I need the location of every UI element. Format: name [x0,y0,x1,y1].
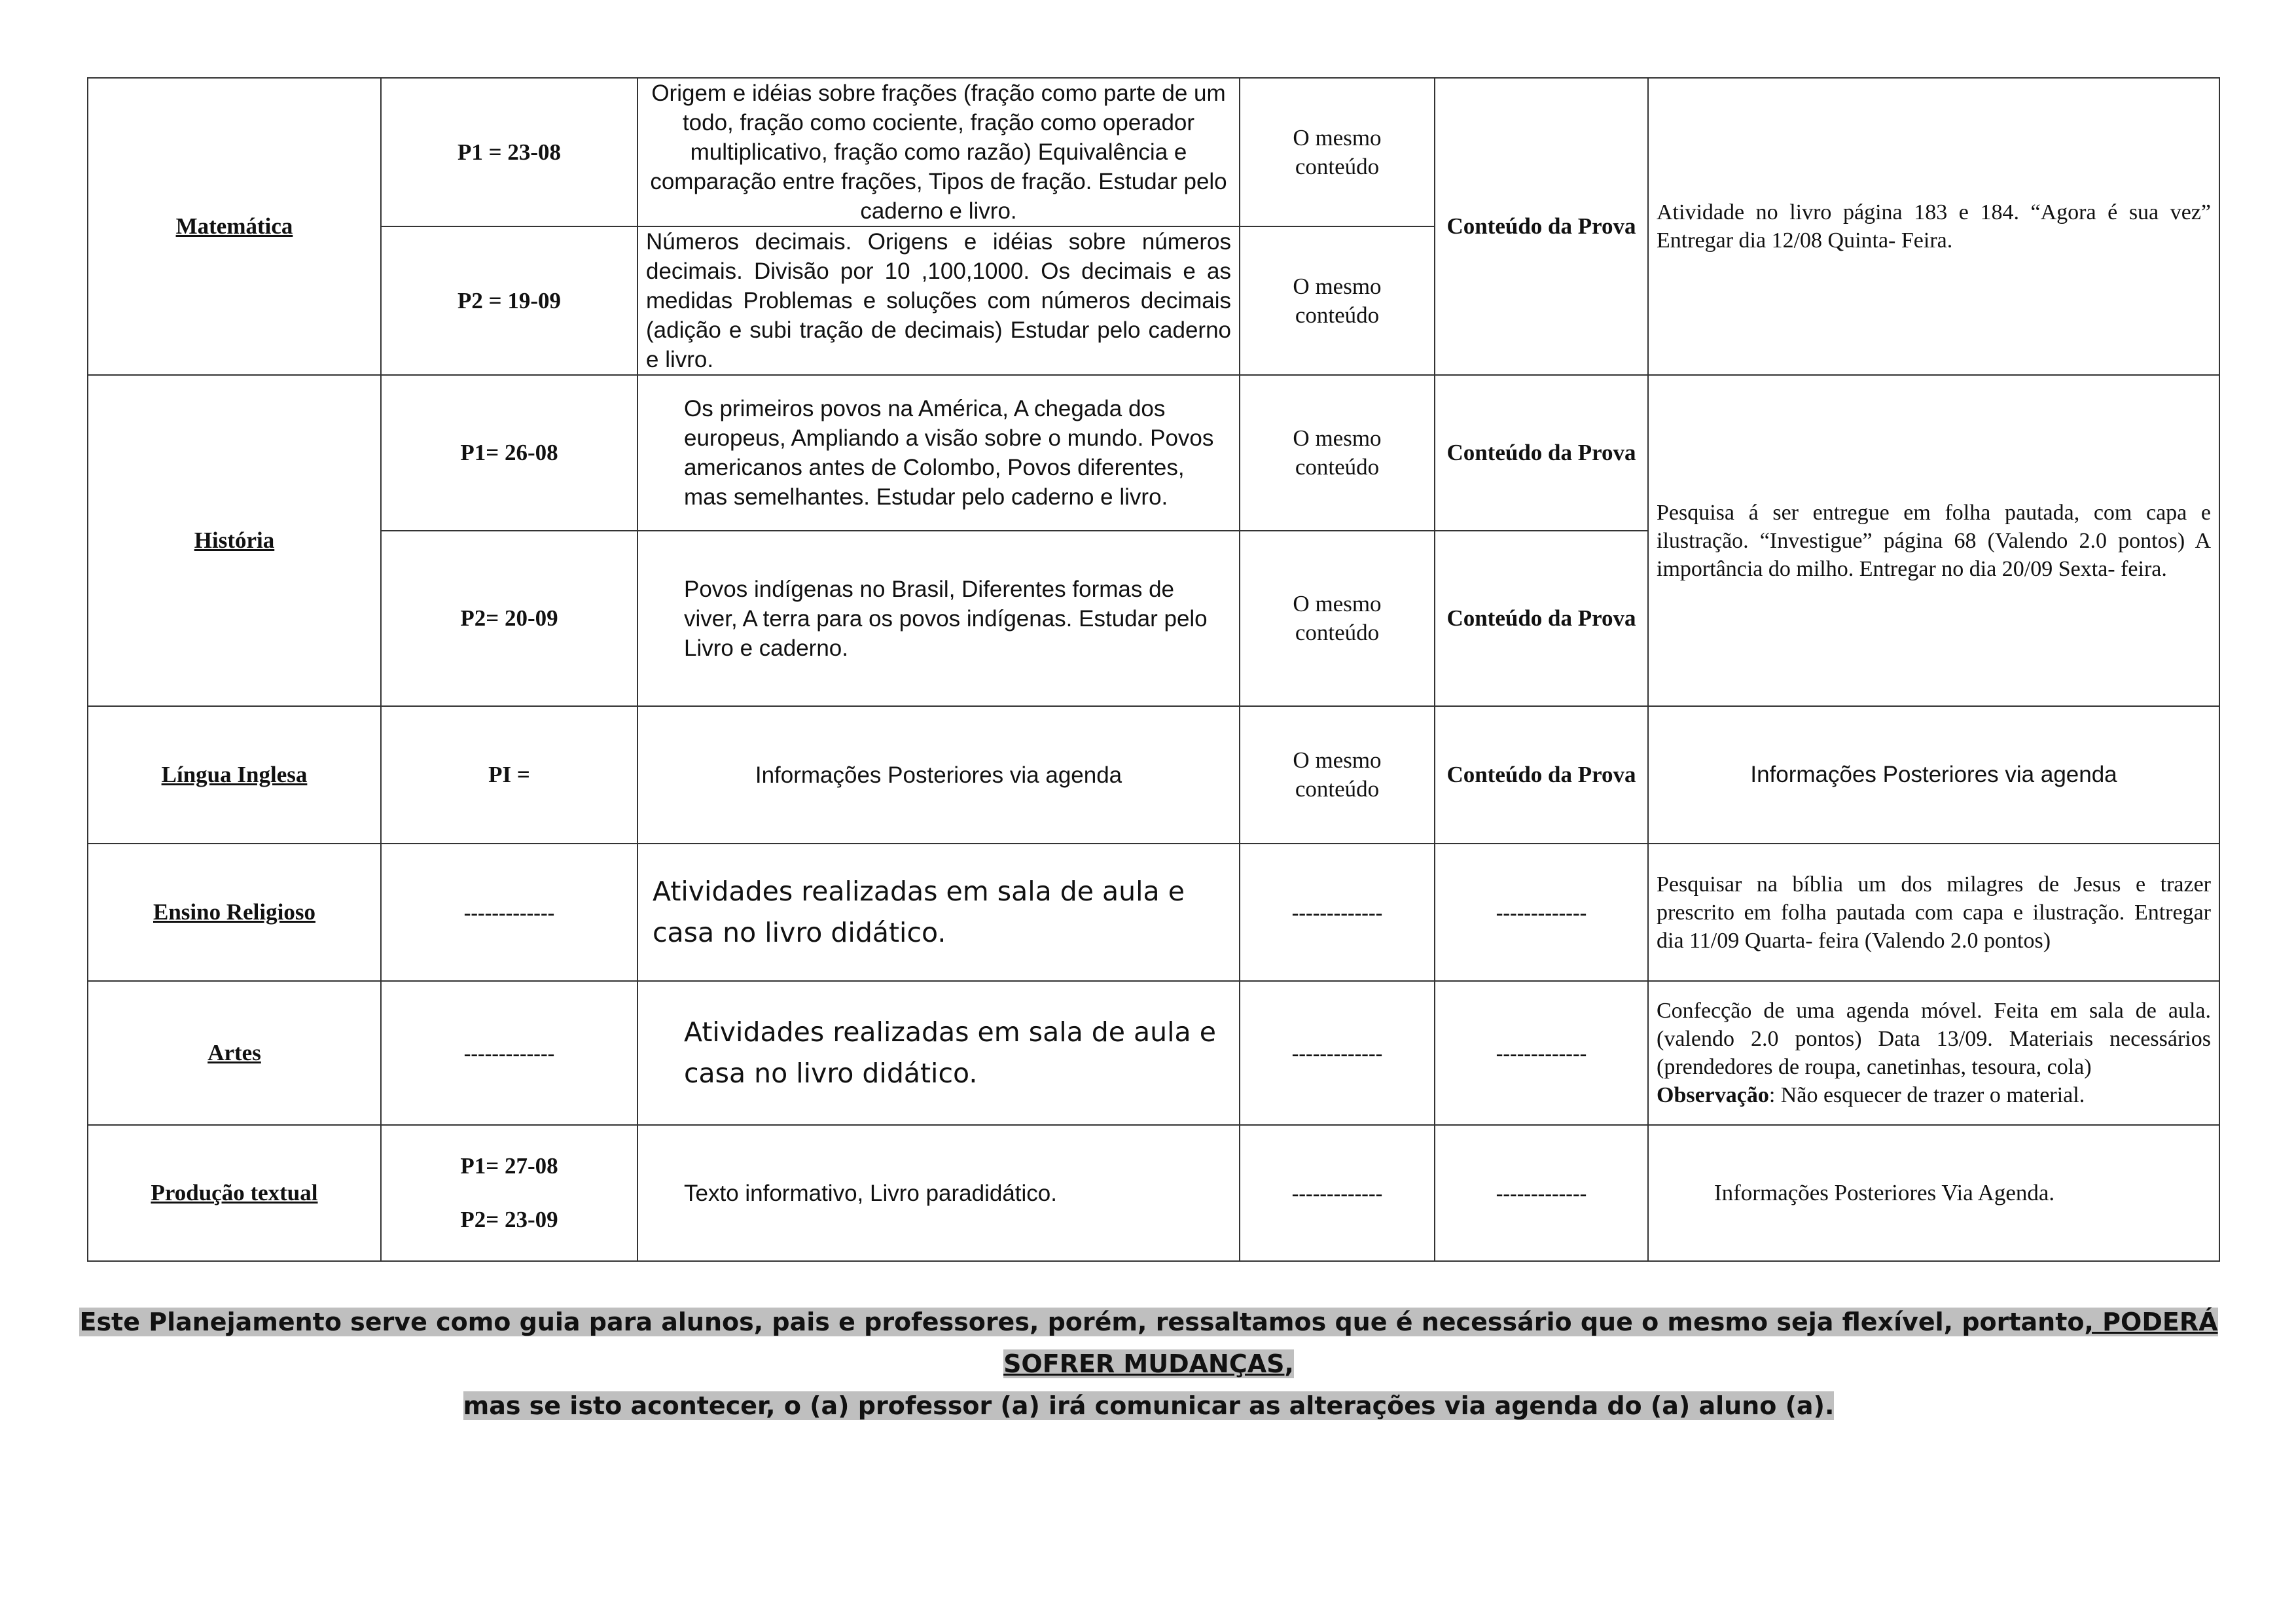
evaluation-text: ------------- [1496,1181,1587,1205]
recovery-text: ------------- [1291,1041,1383,1065]
activity-cell [1648,375,2219,706]
exam-date: P2= 23-09 [460,1207,558,1232]
note-text: : Não esquecer de trazer o material. [1768,1083,2085,1107]
table-row [88,1125,2219,1261]
activity-text: Atividade no livro página 183 e 184. “Agora é sua vez” Entregar dia 12/08 Quinta- Feira. [1657,200,2211,253]
content-text: Povos indígenas no Brasil, Diferentes formas de viver, A terra para os povos indígenas. Estudar pelo Livro e caderno. [684,576,1208,661]
content-text: Números decimais. Origens e idéias sobre números decimais. Divisão por 10 ,100,1000. Os decimais e as medidas Problemas e soluções com números decimais (adição e subi tração de decimais) Estudar pelo caderno e livro. [646,229,1231,372]
table-row [88,78,2219,226]
activity-cell [1648,1125,2219,1261]
activity-cell [1648,78,2219,375]
date-cell [381,1125,637,1261]
content-cell [637,531,1240,706]
activity-cell [1648,844,2219,981]
recovery-text: O mesmo conteúdo [1293,273,1382,328]
content-cell [637,844,1240,981]
content-text: Os primeiros povos na América, A chegada dos europeus, Ampliando a visão sobre o mundo. Povos americanos antes de Colombo, Povos diferentes, mas semelhantes. Estudar pelo caderno e livro. [684,396,1214,510]
activity-text: Pesquisa á ser entregue em folha pautada, com capa e ilustração. “Investigue” página 68 (Valendo 2.0 pontos) A importância do milho. Entregar no dia 20/09 Sexta- feira. [1657,500,2211,581]
evaluation-cell [1435,981,1648,1125]
recovery-cell [1240,375,1435,531]
content-cell [637,78,1240,226]
content-cell [637,1125,1240,1261]
content-text: Atividades realizadas em sala de aula e casa no livro didático. [684,1016,1216,1089]
recovery-cell [1240,981,1435,1125]
exam-date: P1 = 23-08 [457,139,561,165]
activity-body: Confecção de uma agenda móvel. Feita em sala de aula. (valendo 2.0 pontos) Data 13/09. Materiais necessários (prendedores de roupa, canetinhas, tesoura, cola) [1657,999,2211,1079]
recovery-cell [1240,1125,1435,1261]
exam-date: P2 = 19-09 [457,287,561,313]
footer-line-1 [59,1301,2238,1385]
recovery-cell [1240,531,1435,706]
table-row [88,844,2219,981]
date-cell [381,981,637,1125]
exam-date: P1= 26-08 [460,440,558,465]
date-cell [381,844,637,981]
subject-matematica: Matemática [175,213,293,239]
evaluation-cell [1435,375,1648,531]
recovery-text: O mesmo conteúdo [1293,747,1382,802]
content-text: Origem e idéias sobre frações (fração como parte de um todo, fração como cociente, fração como operador multiplicativo, fração como razão) Equivalência e comparação entre frações, Tipos de fração. Estudar pelo caderno e livro. [650,80,1227,224]
activity-text: Informações Posteriores Via Agenda. [1714,1180,2055,1205]
exam-date: PI = [488,762,530,787]
evaluation-text: Conteúdo da Prova [1446,213,1636,239]
exam-date: ------------- [463,1041,555,1065]
subject-religioso: Ensino Religioso [153,899,315,925]
activity-cell [1648,706,2219,844]
footer-text-2: mas se isto acontecer, o (a) professor (a) irá comunicar as alterações via agenda do (a) aluno (a). [463,1391,1835,1420]
activity-cell [1648,981,2219,1125]
evaluation-cell [1435,844,1648,981]
content-cell [637,375,1240,531]
table-row [88,375,2219,531]
exam-date: P2= 20-09 [460,605,558,631]
evaluation-text: Conteúdo da Prova [1446,762,1636,787]
footer-note [59,1301,2238,1427]
recovery-text: ------------- [1291,900,1383,924]
subject-cell [88,375,381,706]
evaluation-text: Conteúdo da Prova [1446,605,1636,631]
date-cell [381,78,637,226]
content-cell [637,226,1240,375]
recovery-text: O mesmo conteúdo [1293,124,1382,179]
evaluation-text: ------------- [1496,900,1587,924]
content-text: Texto informativo, Livro paradidático. [684,1180,1057,1206]
table-row [88,981,2219,1125]
evaluation-cell [1435,1125,1648,1261]
subject-ingles: Língua Inglesa [161,762,308,787]
footer-text-a: Este Planejamento serve como guia para alunos, pais e professores, porém, ressaltamos que é necessário que o mesmo seja flexível, portanto [79,1308,2085,1336]
date-cell [381,375,637,531]
evaluation-cell [1435,78,1648,375]
subject-producao: Produção textual [151,1180,318,1205]
subject-artes: Artes [207,1040,261,1065]
recovery-text: O mesmo conteúdo [1293,591,1382,645]
subject-cell [88,844,381,981]
footer-line-2 [59,1385,2238,1427]
subject-cell [88,706,381,844]
note-label: Observação [1657,1083,1769,1107]
recovery-text: O mesmo conteúdo [1293,425,1382,480]
recovery-cell [1240,844,1435,981]
recovery-cell [1240,706,1435,844]
evaluation-cell [1435,706,1648,844]
content-cell [637,706,1240,844]
exam-dates [389,1153,629,1233]
footer-text-c: , [1284,1349,1294,1378]
content-text: Informações Posteriores via agenda [755,762,1122,788]
evaluation-cell [1435,531,1648,706]
planning-table [87,77,2220,1262]
recovery-cell [1240,226,1435,375]
recovery-text: ------------- [1291,1181,1383,1205]
content-cell [637,981,1240,1125]
table-row [88,706,2219,844]
subject-historia: História [194,527,275,553]
content-text: Atividades realizadas em sala de aula e casa no livro didático. [653,876,1185,948]
activity-text: Informações Posteriores via agenda [1750,762,2117,787]
evaluation-text: Conteúdo da Prova [1446,440,1636,465]
date-cell [381,226,637,375]
date-cell [381,531,637,706]
exam-date: ------------- [463,900,555,924]
date-cell [381,706,637,844]
subject-cell [88,981,381,1125]
subject-cell [88,1125,381,1261]
subject-cell [88,78,381,375]
exam-date: P1= 27-08 [460,1153,558,1179]
footer-warning: , PODERÁ SOFRER MUDANÇAS [1003,1308,2218,1378]
activity-text [1657,997,2211,1109]
evaluation-text: ------------- [1496,1041,1587,1065]
activity-text: Pesquisar na bíblia um dos milagres de Jesus e trazer prescrito em folha pautada com capa e ilustração. Entregar dia 11/09 Quarta- feira (Valendo 2.0 pontos) [1657,872,2211,953]
recovery-cell [1240,78,1435,226]
